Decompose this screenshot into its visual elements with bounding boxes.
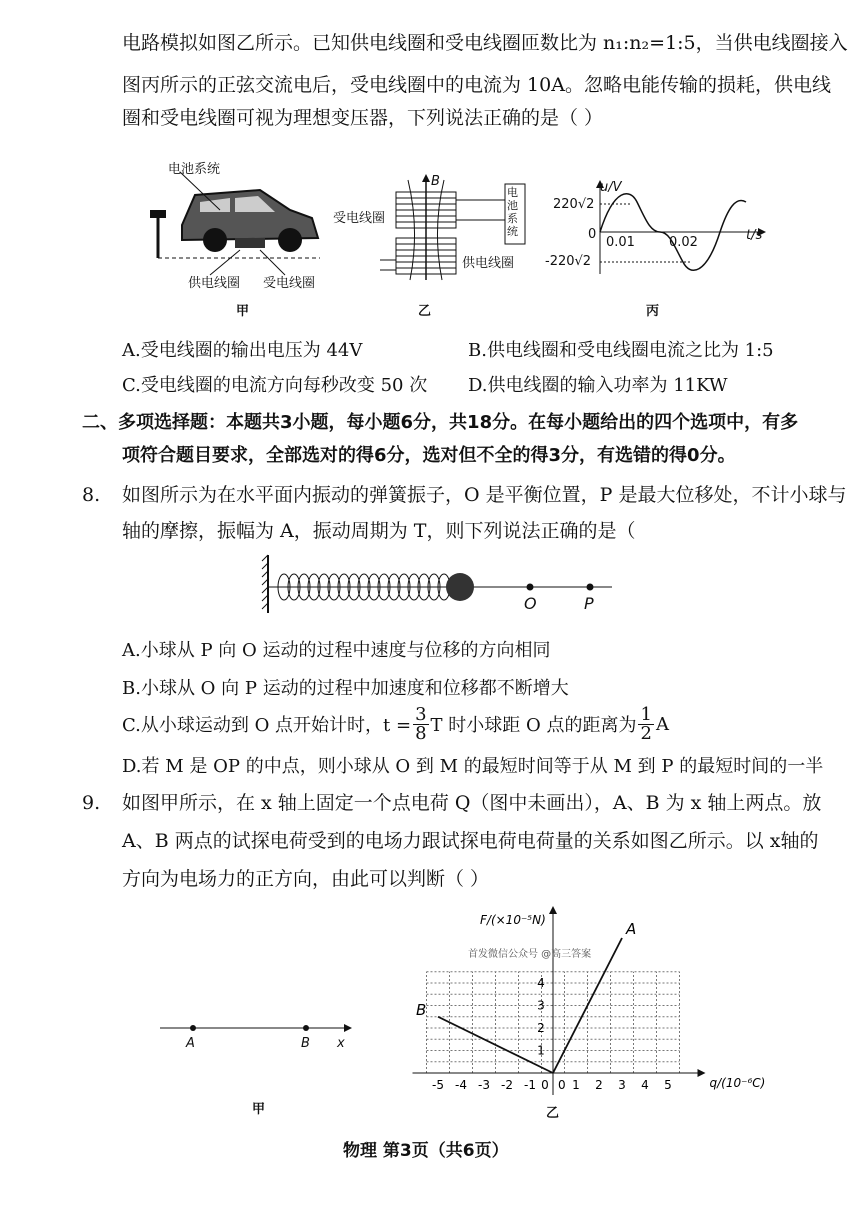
receive-coil-label: 受电线圈: [263, 276, 316, 291]
frac-den: 8: [415, 722, 427, 744]
y-tick-label: 4: [537, 976, 545, 990]
origin-label: 0: [588, 227, 597, 242]
t2-label: 0.02: [669, 235, 698, 250]
q7-line1: 电路模拟如图乙所示。已知供电线圈和受电线圈匝数比为 n₁:n₂=1:5，当供电线圈接入: [122, 32, 848, 54]
field-line: [408, 180, 415, 280]
frac-den: 2: [640, 722, 652, 744]
x-tick-label: -1: [524, 1078, 536, 1092]
x-tick-label: -5: [432, 1078, 444, 1092]
x-tick-label: 3: [618, 1078, 626, 1092]
field-line: [437, 180, 444, 280]
q7-option-c: C.受电线圈的电流方向每秒改变 50 次: [122, 375, 428, 396]
series-label-b: B: [416, 1000, 427, 1019]
force-charge-chart: [410, 900, 766, 1110]
q8-line1: 如图所示为在水平面内振动的弹簧振子，O 是平衡位置，P 是最大位移处，不计小球与: [122, 484, 847, 506]
point-b: [303, 1025, 309, 1031]
q8-line2: 轴的摩擦，振幅为 A，振动周期为 T，则下列说法正确的是（: [122, 520, 636, 542]
q8-c-post: A: [655, 713, 669, 735]
watermark: 首发微信公众号 @高三答案: [468, 949, 592, 960]
supply-coil: [380, 238, 456, 274]
x-tick-label: -2: [501, 1078, 513, 1092]
section2-line1: 二、多项选择题：本题共3小题，每小题6分，共18分。在每小题给出的四个选项中，有多: [82, 412, 799, 433]
supply-coil-label: 供电线圈: [188, 276, 241, 291]
t-label: t/s: [746, 228, 763, 243]
q9-line2: A、B 两点的试探电荷受到的电场力跟试探电荷电荷量的关系如图乙所示。以 x轴的: [122, 830, 819, 852]
frac-num: 3: [415, 703, 427, 725]
q8-number: 8.: [82, 484, 101, 506]
x-tick-label: 1: [572, 1078, 580, 1092]
x-tick-label: 2: [595, 1078, 603, 1092]
x-tick-label: -3: [478, 1078, 490, 1092]
q9-fig-yi-caption: 乙: [546, 1106, 560, 1121]
q9-fig-jia-caption: 甲: [252, 1102, 266, 1117]
u-label: u/V: [600, 180, 622, 195]
q9-line1: 如图甲所示，在 x 轴上固定一个点电荷 Q（图中未画出），A、B 为 x 轴上两点。放: [122, 792, 822, 814]
fig-bing-caption: 丙: [646, 304, 660, 319]
y-axis-arrow: [549, 906, 557, 914]
q9-label-a: A: [186, 1036, 195, 1051]
q8-c-mid: T 时小球距 O 点的距离为: [430, 715, 637, 736]
label-p: P: [584, 594, 594, 613]
point-o: [527, 584, 534, 591]
q9-number: 9.: [82, 792, 101, 814]
yi-supply-coil-label: 供电线圈: [462, 256, 515, 271]
y-tick-label: 2: [537, 1021, 545, 1035]
point-p: [587, 584, 594, 591]
b-arrow: [422, 174, 430, 182]
charger-post-top: [150, 210, 166, 218]
q7-option-d: D.供电线圈的输入功率为 11KW: [468, 375, 728, 396]
q7-option-b: B.供电线圈和受电线圈电流之比为 1:5: [468, 340, 774, 361]
fraction-3-8: [413, 703, 428, 744]
q8-option-d: D.若 M 是 OP 的中点，则小球从 O 到 M 的最短时间等于从 M 到 P 的最短时间的一半: [122, 756, 824, 777]
label-o: O: [524, 594, 537, 613]
t1-label: 0.01: [606, 235, 635, 250]
x-tick-label: 5: [664, 1078, 672, 1092]
x-axis-arrow: [698, 1069, 706, 1077]
x-tick-label-origin: 0: [558, 1078, 566, 1092]
q8-c-pre: C.从小球运动到 O 点开始计时，t =: [122, 715, 412, 736]
q7-line3: 圈和受电线圈可视为理想变压器，下列说法正确的是（ ）: [122, 107, 604, 129]
u-min-label: -220√2: [545, 254, 592, 269]
coil-block: [235, 238, 265, 248]
car-wheel: [203, 228, 227, 252]
q9-line3: 方向为电场力的正方向，由此可以判断（ ）: [122, 868, 490, 890]
fig-yi-caption: 乙: [418, 304, 432, 319]
spring-figure: [262, 555, 622, 615]
y-tick-label: 3: [537, 998, 545, 1013]
point-a: [190, 1025, 196, 1031]
q9-label-b: B: [301, 1036, 310, 1051]
x-tick-label: 4: [641, 1078, 649, 1092]
q8-option-c: [122, 704, 669, 744]
q8-option-a: A.小球从 P 向 O 运动的过程中速度与位移的方向相同: [122, 640, 551, 661]
q9-label-x: x: [337, 1036, 345, 1051]
receive-coil: [396, 192, 505, 228]
b-label: B: [431, 174, 440, 189]
ball: [446, 573, 474, 601]
series-label-a: A: [626, 920, 637, 938]
x-axis-label: q/(10⁻⁶C): [709, 1076, 766, 1090]
x-tick-label: -4: [455, 1078, 467, 1092]
section2-line2: 项符合题目要求，全部选对的得6分，选对但不全的得3分，有选错的得0分。: [122, 445, 736, 466]
fraction-1-2: [638, 703, 653, 744]
battery-system-label: 电池系统: [168, 162, 221, 177]
q7-option-a: A.受电线圈的输出电压为 44V: [122, 340, 363, 361]
q7-line2: 图丙所示的正弦交流电后，受电线圈中的电流为 10A。忽略电能传输的损耗，供电线: [122, 74, 831, 96]
car-wheel: [278, 228, 302, 252]
frac-num: 1: [640, 703, 652, 725]
q8-option-b: B.小球从 O 向 P 运动的过程中加速度和位移都不断增大: [122, 678, 569, 699]
x-axis-arrow: [344, 1024, 352, 1032]
u-max-label: 220√2: [553, 197, 595, 212]
y-tick-label: 1: [537, 1043, 545, 1058]
yi-receive-coil-label: 受电线圈: [333, 211, 386, 226]
fig-jia-caption: 甲: [236, 304, 250, 319]
page-footer: 物理 第3页（共6页）: [343, 1141, 509, 1161]
yi-battery-label: 电池系统: [507, 186, 518, 238]
y-axis-label: F/(×10⁻⁵N): [480, 913, 546, 927]
x-tick-label: 0: [541, 1078, 549, 1092]
